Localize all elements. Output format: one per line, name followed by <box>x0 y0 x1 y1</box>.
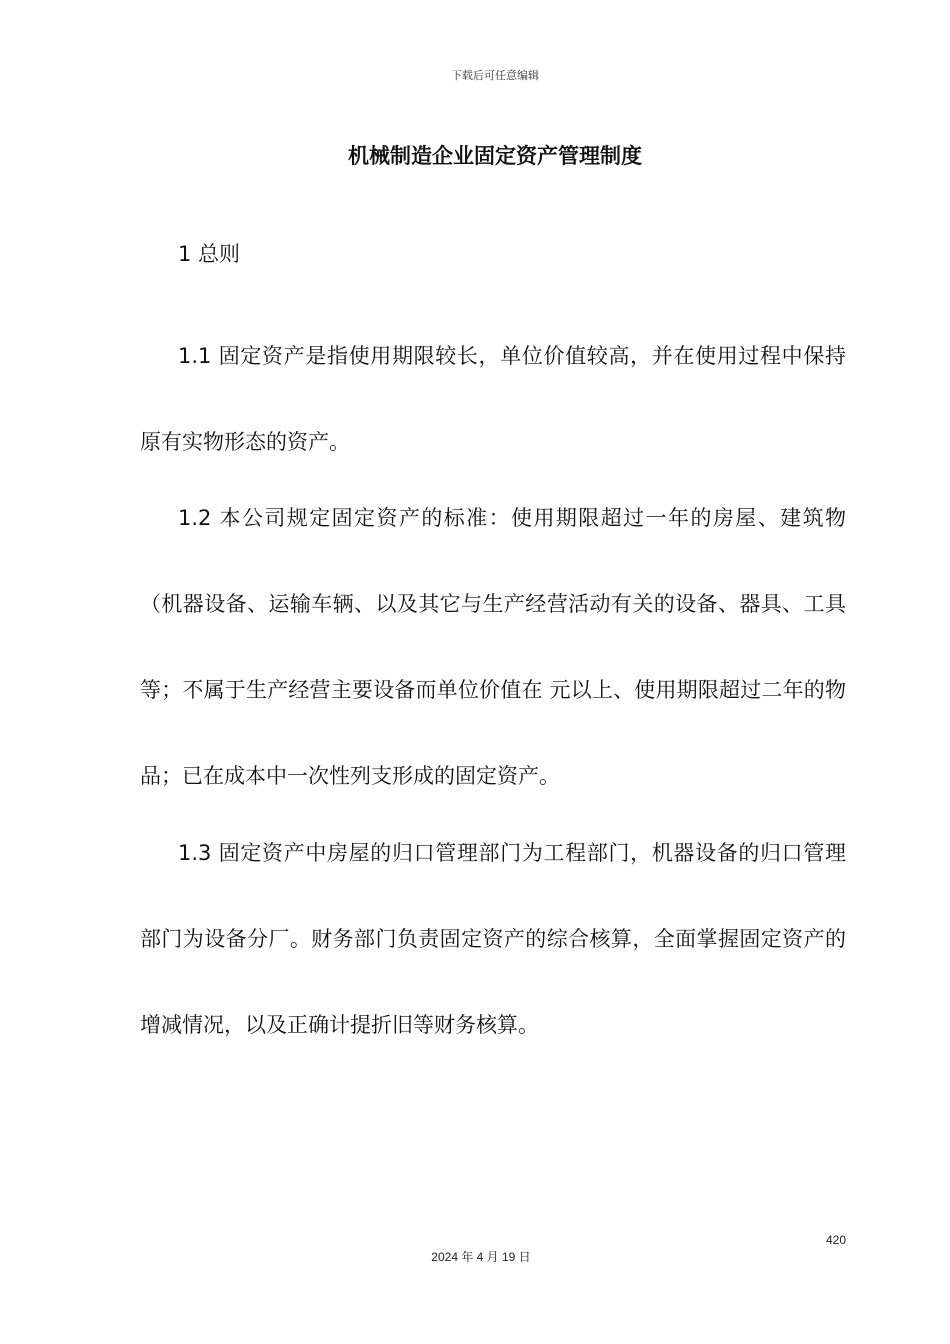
document-title: 机械制造企业固定资产管理制度 <box>348 144 642 168</box>
paragraph-1-3: 1.3 固定资产中房屋的归口管理部门为工程部门，机器设备的归口管理部门为设备分厂。财务部门负责固定资产的综合核算，全面掌握固定资产的增减情况，以及正确计提折旧等财务核算。 <box>140 841 846 1037</box>
paragraph-1-2: 1.2 本公司规定固定资产的标准：使用期限超过一年的房屋、建筑物（机器设备、运输车辆、以及其它与生产经营活动有关的设备、器具、工具等；不属于生产经营主要设备而单位价值在 元以上、使用期限超过二年的物品；已在成本中一次性列支形成的固定资产。 <box>140 506 846 788</box>
footer-date: 2024 年 4 月 19 日 <box>431 1250 531 1264</box>
section-heading: 1 总则 <box>178 242 241 266</box>
page-number: 420 <box>826 1233 847 1247</box>
paragraph-1-1: 1.1 固定资产是指使用期限较长，单位价值较高，并在使用过程中保持原有实物形态的资产。 <box>140 344 846 454</box>
header-note: 下载后可任意编辑 <box>451 69 539 82</box>
